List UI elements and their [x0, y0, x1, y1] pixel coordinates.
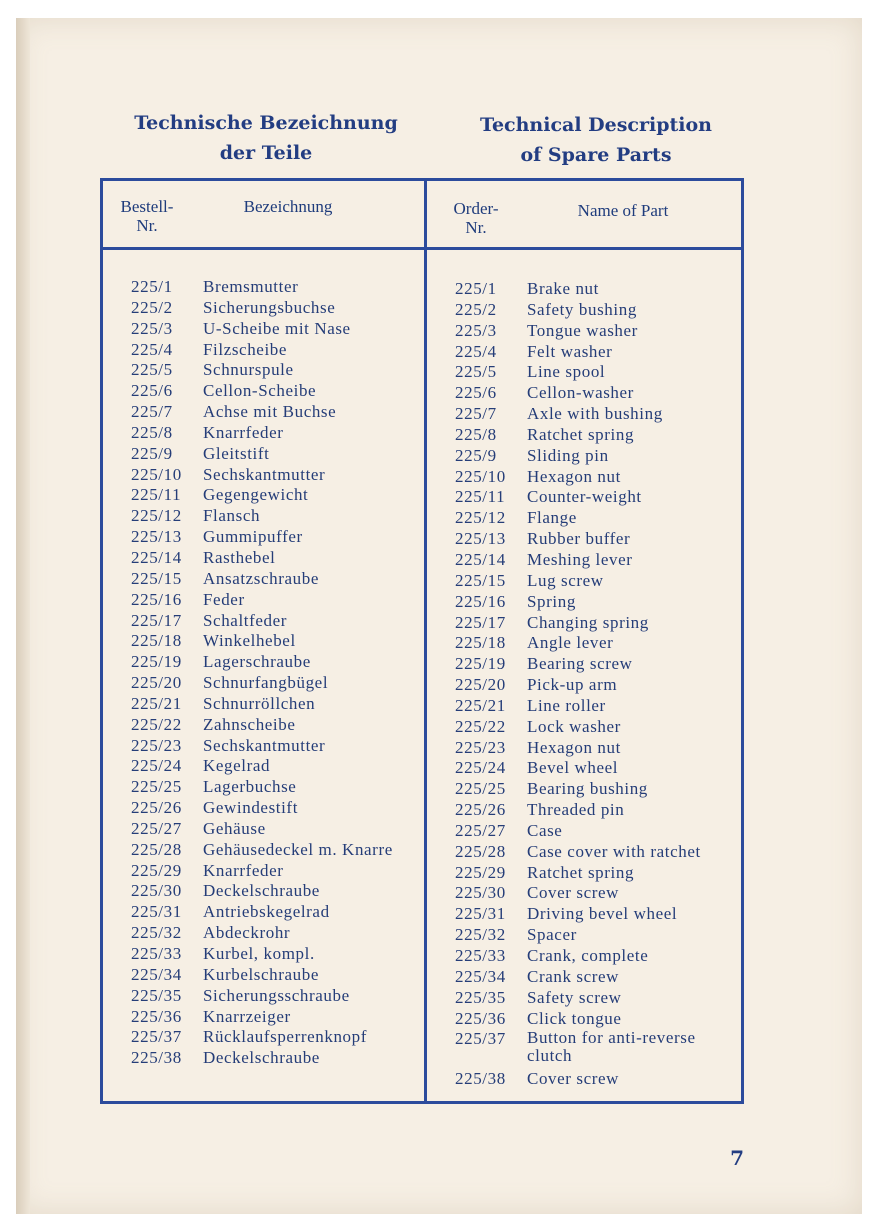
part-name: Tongue washer [527, 320, 638, 340]
part-order-number: 225/32 [455, 925, 506, 945]
part-name: Button for anti-reverse clutch [527, 1028, 696, 1066]
part-order-number: 225/15 [455, 570, 506, 590]
part-order-number: 225/8 [455, 424, 497, 444]
part-name: Schnurröllchen [203, 693, 316, 713]
part-name: Bevel wheel [527, 758, 619, 778]
part-name: Rücklaufsperrenknopf [203, 1027, 368, 1047]
part-order-number: 225/10 [131, 464, 182, 484]
part-order-number: 225/19 [131, 652, 182, 672]
part-name: Brake nut [527, 279, 599, 298]
part-order-number: 225/9 [131, 443, 173, 463]
part-name: Changing spring [527, 612, 649, 632]
part-name: Kurbelschraube [203, 964, 320, 984]
part-order-number: 225/27 [131, 818, 182, 838]
part-name: Knarrfeder [203, 422, 284, 442]
part-name: Kegelrad [203, 756, 271, 776]
part-order-number: 225/10 [455, 466, 506, 486]
part-name: Counter-weight [527, 487, 642, 507]
part-order-number: 225/13 [131, 527, 182, 547]
col-header-bestell-line-1: Bestell- [120, 197, 174, 216]
document-page [16, 18, 862, 1214]
part-name: Bremsmutter [203, 277, 299, 296]
part-order-number: 225/7 [455, 404, 497, 424]
part-name: Sicherungsbuchse [203, 297, 336, 317]
part-order-number: 225/18 [131, 631, 182, 651]
part-name: Gummipuffer [203, 527, 303, 547]
part-name: Ratchet spring [527, 862, 635, 882]
part-order-number: 225/37 [455, 1029, 506, 1049]
part-name: Flange [527, 508, 577, 528]
part-name: Zahnscheibe [203, 714, 296, 734]
part-order-number: 225/4 [131, 339, 173, 359]
part-order-number: 225/2 [131, 297, 173, 317]
part-order-number: 225/37 [131, 1027, 182, 1047]
part-name: Knarrfeder [203, 860, 284, 880]
part-name: Lagerbuchse [203, 777, 297, 797]
part-order-number: 225/1 [131, 277, 173, 296]
part-name: Feder [203, 589, 245, 609]
part-order-number: 225/21 [131, 693, 182, 713]
col-header-bezeichnung: Bezeichnung [243, 197, 333, 216]
part-name: Angle lever [527, 633, 614, 653]
part-name: Sechskantmutter [203, 735, 326, 755]
part-name: Knarrzeiger [203, 1006, 291, 1026]
part-name: Sicherungsschraube [203, 985, 350, 1005]
part-order-number: 225/16 [455, 591, 506, 611]
part-order-number: 225/6 [455, 383, 497, 403]
part-order-number: 225/20 [455, 675, 506, 695]
part-order-number: 225/2 [455, 299, 497, 319]
part-name: Gehäusedeckel m. Knarre [203, 839, 393, 859]
part-order-number: 225/17 [455, 612, 506, 632]
part-name: Crank, complete [527, 946, 649, 965]
part-name: Deckelschraube [203, 881, 320, 901]
part-name: Gegengewicht [203, 485, 309, 505]
part-name: Spring [527, 591, 576, 611]
part-order-number: 225/33 [131, 944, 182, 963]
col-header-name-of-part: Name of Part [577, 201, 669, 220]
part-name: Felt washer [527, 341, 613, 361]
part-order-number: 225/3 [455, 320, 497, 340]
part-order-number: 225/19 [455, 654, 506, 674]
part-order-number: 225/3 [131, 318, 173, 338]
part-order-number: 225/12 [455, 508, 506, 528]
part-name: Flansch [203, 506, 261, 526]
part-name: Abdeckrohr [203, 923, 291, 943]
part-name: Ansatzschraube [203, 568, 320, 588]
part-order-number: 225/24 [455, 758, 506, 778]
part-name: Lagerschraube [203, 652, 311, 672]
part-name: Schaltfeder [203, 610, 288, 630]
part-order-number: 225/14 [455, 549, 506, 569]
part-name: Rubber buffer [527, 529, 631, 549]
part-order-number: 225/29 [131, 860, 182, 880]
col-header-order-nr [441, 199, 511, 237]
part-name: Case [527, 820, 563, 840]
part-order-number: 225/28 [455, 841, 506, 861]
part-order-number: 225/4 [455, 341, 497, 361]
part-order-number: 225/8 [131, 422, 173, 442]
part-name: Cellon-washer [527, 383, 634, 403]
part-order-number: 225/31 [131, 902, 182, 922]
part-order-number: 225/14 [131, 547, 182, 567]
part-name: Bearing screw [527, 654, 633, 674]
part-name: Crank screw [527, 966, 620, 986]
part-order-number: 225/30 [455, 883, 506, 903]
column-divider [424, 181, 427, 1101]
part-name: Filzscheibe [203, 339, 288, 359]
part-order-number: 225/22 [455, 716, 506, 736]
part-order-number: 225/6 [131, 381, 173, 401]
part-order-number: 225/22 [131, 714, 182, 734]
part-order-number: 225/25 [131, 777, 182, 797]
part-name: Driving bevel wheel [527, 904, 678, 924]
part-order-number: 225/24 [131, 756, 182, 776]
part-name: Cover screw [527, 1069, 620, 1089]
part-order-number: 225/26 [455, 800, 506, 820]
heading-german [116, 108, 416, 168]
part-order-number: 225/5 [131, 360, 173, 380]
part-name: Line spool [527, 362, 606, 382]
part-order-number: 225/7 [131, 402, 173, 422]
part-name: Safety bushing [527, 299, 637, 319]
part-name: Hexagon nut [527, 737, 621, 757]
part-name: Winkelhebel [203, 631, 296, 651]
part-name: Lock washer [527, 716, 621, 736]
part-order-number: 225/33 [455, 946, 506, 965]
part-order-number: 225/36 [455, 1008, 506, 1028]
part-order-number: 225/31 [455, 904, 506, 924]
part-name: Spacer [527, 925, 577, 945]
part-order-number: 225/35 [455, 987, 506, 1007]
part-order-number: 225/25 [455, 779, 506, 799]
page-number: 7 [730, 1146, 744, 1170]
part-order-number: 225/32 [131, 923, 182, 943]
part-order-number: 225/35 [131, 985, 182, 1005]
col-header-bestell-line-2: Nr. [136, 216, 158, 235]
col-header-bestell-nr [115, 197, 179, 235]
part-order-number: 225/28 [131, 839, 182, 859]
col-header-order-line-1: Order- [453, 199, 499, 218]
header-divider [103, 247, 741, 250]
part-name: Kurbel, kompl. [203, 944, 315, 963]
part-name: Gehäuse [203, 818, 266, 838]
heading-german-line-2: der Teile [219, 142, 313, 164]
part-name: Threaded pin [527, 800, 625, 820]
part-order-number: 225/15 [131, 568, 182, 588]
part-name: Bearing bushing [527, 779, 648, 799]
part-order-number: 225/20 [131, 673, 182, 693]
part-order-number: 225/30 [131, 881, 182, 901]
part-name: Gleitstift [203, 443, 270, 463]
part-order-number: 225/34 [131, 964, 182, 984]
part-order-number: 225/21 [455, 695, 506, 715]
part-order-number: 225/38 [131, 1048, 182, 1068]
part-name: Gewindestift [203, 798, 299, 818]
part-name: Lug screw [527, 570, 604, 590]
part-name: Schnurfangbügel [203, 673, 329, 693]
part-name: Line roller [527, 695, 606, 715]
part-order-number: 225/1 [455, 279, 497, 298]
part-name: Click tongue [527, 1008, 622, 1028]
part-name: Cover screw [527, 883, 620, 903]
heading-german-line-1: Technische Bezeichnung [134, 112, 398, 134]
part-name: Rasthebel [203, 547, 276, 567]
part-order-number: 225/9 [455, 445, 497, 465]
part-name: Cellon-Scheibe [203, 381, 317, 401]
part-order-number: 225/38 [455, 1069, 506, 1089]
part-order-number: 225/27 [455, 820, 506, 840]
part-name: Meshing lever [527, 549, 633, 569]
part-name: Sliding pin [527, 445, 609, 465]
heading-english-line-1: Technical Description [480, 114, 712, 136]
part-order-number: 225/12 [131, 506, 182, 526]
part-order-number: 225/18 [455, 633, 506, 653]
part-name: Achse mit Buchse [203, 402, 337, 422]
part-order-number: 225/5 [455, 362, 497, 382]
part-order-number: 225/11 [131, 485, 182, 505]
part-name: Sechskantmutter [203, 464, 326, 484]
part-order-number: 225/29 [455, 862, 506, 882]
part-name: Case cover with ratchet [527, 841, 701, 861]
page-binding-edge [16, 18, 30, 1214]
part-order-number: 225/11 [455, 487, 506, 507]
part-order-number: 225/23 [131, 735, 182, 755]
part-name: Schnurspule [203, 360, 294, 380]
part-name: Antriebskegelrad [203, 902, 330, 922]
part-order-number: 225/26 [131, 798, 182, 818]
part-name: Pick-up arm [527, 675, 618, 695]
part-order-number: 225/16 [131, 589, 182, 609]
part-order-number: 225/17 [131, 610, 182, 630]
part-name: Hexagon nut [527, 466, 621, 486]
part-order-number: 225/34 [455, 966, 506, 986]
col-header-order-line-2: Nr. [465, 218, 487, 237]
part-order-number: 225/36 [131, 1006, 182, 1026]
part-name: Deckelschraube [203, 1048, 320, 1068]
part-name: Axle with bushing [527, 404, 663, 424]
part-name: Ratchet spring [527, 424, 635, 444]
part-name: Safety screw [527, 987, 622, 1007]
parts-table [100, 178, 744, 1104]
heading-english [446, 110, 746, 170]
part-order-number: 225/13 [455, 529, 506, 549]
heading-english-line-2: of Spare Parts [520, 144, 672, 166]
part-order-number: 225/23 [455, 737, 506, 757]
part-name: U-Scheibe mit Nase [203, 318, 351, 338]
